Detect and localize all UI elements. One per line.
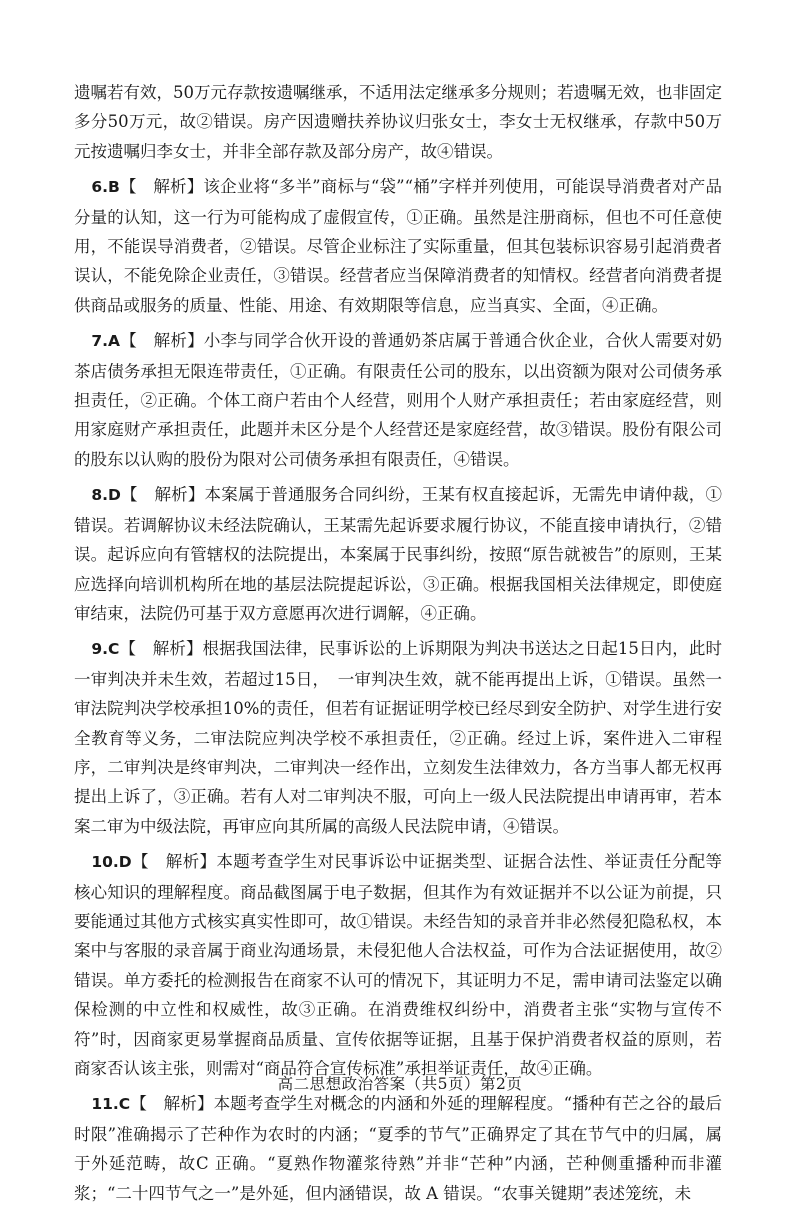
answer-6 — [74, 172, 722, 320]
question-number: 10.D — [91, 853, 132, 872]
answer-page — [74, 78, 722, 1214]
question-number: 6.B — [91, 178, 120, 197]
question-number: 7.A — [91, 332, 120, 351]
page-footer: 高二思想政治答案（共5页）第2页 — [277, 1075, 523, 1093]
paragraph-text: 【 解析】根据我国法律，民事诉讼的上诉期限为判决书送达之日起15日内，此时一审判决并未生效，若超过15日， 一审判决生效，就不能再提出上诉，①错误。虽然一审法院判决学校承担10%的责任，但若有证据证明学校已经尽到安全防护、对学生进行安全教育等义务，二审法院应判决学校不承担责任，②正确。经过上诉，案件进入二审程序，二审判决是终审判决，二审判决一经作出，立刻发生法律效力，各方当事人都无权再提出上诉了，③正确。若有人对二审判决不服，可向上一级人民法院提出申请再审，若本案二审为中级法院，再审应向其所属的高级人民法院申请，④错误。 — [74, 639, 722, 836]
question-number: 8.D — [91, 486, 121, 505]
paragraph-text: 【 解析】本题考查学生对民事诉讼中证据类型、证据合法性、举证责任分配等核心知识的理解程度。商品截图属于电子数据，但其作为有效证据并不以公证为前提，只要能通过其他方式核实真实性即可，故①错误。未经告知的录音并非必然侵犯隐私权，本案中与客服的录音属于商业沟通场景，未侵犯他人合法权益，可作为合法证据使用，故②错误。单方委托的检测报告在商家不认可的情况下，其证明力不足，需申请司法鉴定以确保检测的中立性和权威性，故③正确。在消费维权纠纷中，消费者主张“实物与宣传不符”时，因商家更易掌握商品质量、宣传依据等证据，且基于保护消费者权益的原则，若商家否认该主张，则需对“商品符合宣传标准”承担举证责任，故④正确。 — [74, 852, 722, 1078]
paragraph-text: 【 解析】小李与同学合伙开设的普通奶茶店属于普通合伙企业，合伙人需要对奶茶店债务承担无限连带责任，①正确。有限责任公司的股东，以出资额为限对公司债务承担责任，②正确。个体工商户若由个人经营，则用个人财产承担责任；若由家庭经营，则用家庭财产承担责任，此题并未区分是个人经营还是家庭经营，故③错误。股份有限公司的股东以认购的股份为限对公司债务承担有限责任，④错误。 — [74, 331, 722, 469]
answer-9 — [74, 634, 722, 841]
paragraph-text: 【 解析】本题考查学生对概念的内涵和外延的理解程度。“播种有芒之谷的最后时限”准确揭示了芒种作为农时的内涵；“夏季的节气”正确界定了其在节气中的归属，属于外延范畴，故C 正确。“夏熟作物灌浆待熟”并非“芒种”内涵，芒种侧重播种而非灌浆；“二十四节气之一”是外延，但内涵错误，故 A 错误。“农事关键期”表述笼统，未 — [74, 1094, 722, 1203]
paragraph-text: 遗嘱若有效，50万元存款按遗嘱继承，不适用法定继承多分规则；若遗嘱无效，也非固定多分50万元，故②错误。房产因遗赠扶养协议归张女士，李女士无权继承，存款中50万元按遗嘱归李女士，并非全部存款及部分房产，故④错误。 — [74, 83, 722, 161]
paragraph-text: 【 解析】该企业将“多半”商标与“袋”“桶”字样并列使用，可能误导消费者对产品分量的认知，这一行为可能构成了虚假宣传，①正确。虽然是注册商标，但也不可任意使用，不能误导消费者，②错误。尽管企业标注了实际重量，但其包装标识容易引起消费者误认，不能免除企业责任，③错误。经营者应当保障消费者的知情权。经营者向消费者提供商品或服务的质量、性能、用途、有效期限等信息，应当真实、全面，④正确。 — [74, 177, 722, 315]
paragraph-continued — [74, 78, 722, 166]
question-number: 11.C — [91, 1095, 131, 1114]
paragraph-text: 【 解析】本案属于普通服务合同纠纷，王某有权直接起诉，无需先申请仲裁，①错误。若调解协议未经法院确认，王某需先起诉要求履行协议，不能直接申请执行，②错误。起诉应向有管辖权的法院提出，本案属于民事纠纷，按照“原告就被告”的原则，王某应选择向培训机构所在地的基层法院提起诉讼，③正确。根据我国相关法律规定，即使庭审结束，法院仍可基于双方意愿再次进行调解，④正确。 — [74, 485, 722, 623]
question-number: 9.C — [91, 640, 120, 659]
answer-8 — [74, 480, 722, 628]
answer-11 — [74, 1089, 722, 1208]
answer-10 — [74, 847, 722, 1083]
answer-7 — [74, 326, 722, 474]
